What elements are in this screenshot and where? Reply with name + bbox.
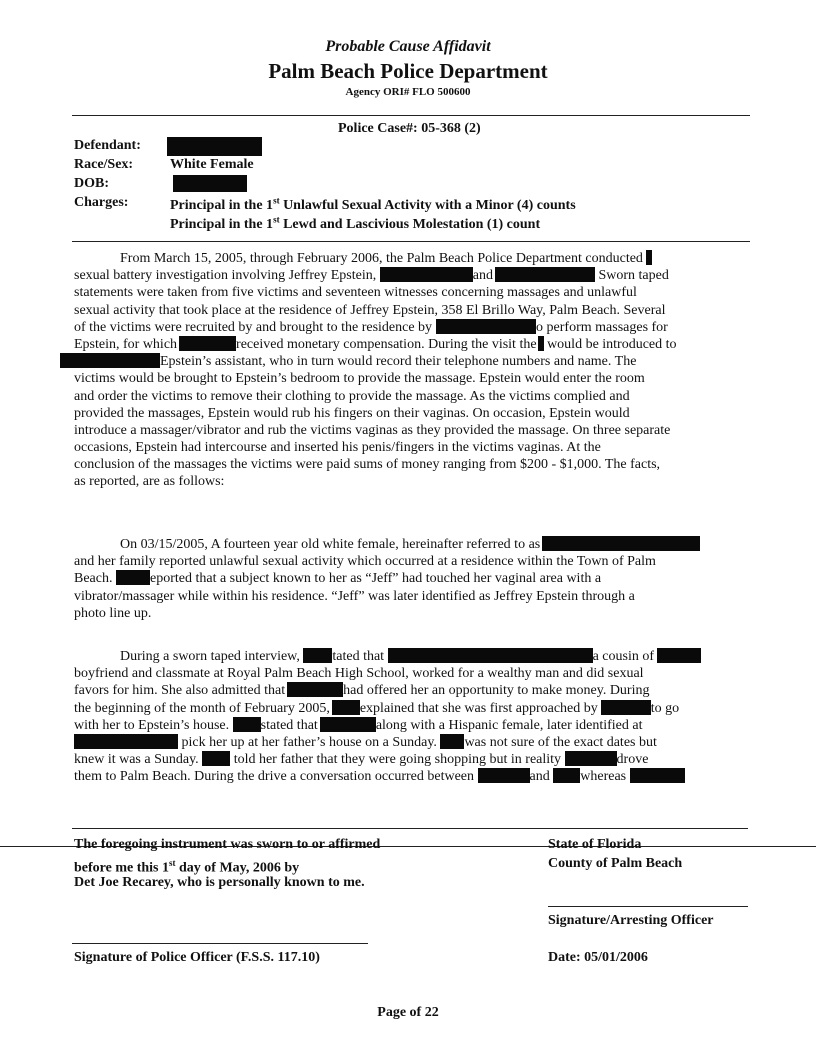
text-line: On 03/15/2005, A fourteen year old white female, hereinafter referred to as xyxy=(120,537,541,552)
text-fragment: explained that she was first approached by xyxy=(359,700,598,716)
text-fragment: eported that a subject known to her as “Jeff” had touched her vaginal area with a xyxy=(149,571,602,587)
text-fragment: Epstein’s assistant, who in turn would record their telephone numbers and name. The xyxy=(160,354,637,370)
department-name: Palm Beach Police Department xyxy=(268,59,548,83)
text-line: sexual battery investigation involving Jeffrey Epstein, xyxy=(74,268,377,284)
redaction-block xyxy=(303,648,332,663)
redaction-block xyxy=(440,734,464,749)
redaction-block xyxy=(538,336,544,351)
redaction-block xyxy=(495,267,595,282)
text-fragment: Sworn taped xyxy=(598,268,669,284)
text-line: provided the massages, Epstein would rub his fingers on their vaginas. On occasion, Epstein would xyxy=(74,405,630,421)
text-fragment: to go xyxy=(650,700,680,716)
county-label: County of Palm Beach xyxy=(548,856,683,871)
text-line: photo line up. xyxy=(74,605,152,621)
redaction-block xyxy=(380,267,473,282)
redaction-block xyxy=(173,175,247,192)
redaction-block xyxy=(646,250,652,265)
redaction-block xyxy=(233,717,261,732)
text-fragment: drove xyxy=(616,752,649,768)
text-fragment: the beginning of the month of February 2005, xyxy=(74,700,330,716)
text-line: From March 15, 2005, through February 2006, the Palm Beach Police Department conducted xyxy=(120,251,643,266)
text-fragment: knew it was a Sunday. xyxy=(74,752,199,768)
race-sex-value: White Female xyxy=(170,157,254,172)
paragraph-2 xyxy=(74,536,750,622)
text-fragment: and xyxy=(472,268,493,284)
page-number: Page of 22 xyxy=(377,1005,439,1020)
text-line: Epstein, for which xyxy=(74,336,178,352)
text-line: introduce a massager/vibrator and rub the victims vaginas as they provided the massage. On three separate xyxy=(74,422,671,438)
document-type: Probable Cause Affidavit xyxy=(325,38,491,55)
officer-signature-line xyxy=(548,906,748,907)
redaction-block xyxy=(601,700,651,715)
sworn-statement-1: The foregoing instrument was sworn to or affirmed xyxy=(74,837,381,852)
redaction-block xyxy=(287,682,343,697)
text-line: occasions, Epstein had intercourse and inserted his penis/fingers in the victims vaginas. At the xyxy=(74,440,601,456)
sworn-statement-2: before me this 1st day of May, 2006 by xyxy=(74,858,300,876)
redaction-block xyxy=(388,648,593,663)
redaction-block xyxy=(478,768,530,783)
dob-label: DOB: xyxy=(74,176,109,191)
charge-2-text: Principal in the 1st Lewd and Lascivious Molestation (1) count xyxy=(170,214,541,232)
text-line: and her family reported unlawful sexual activity which occurred at a residence within the Town of Palm xyxy=(74,554,656,570)
text-fragment: along with a Hispanic female, later identified at xyxy=(375,717,643,733)
redaction-block xyxy=(565,751,617,766)
redaction-block xyxy=(436,319,536,334)
redaction-block xyxy=(553,768,580,783)
text-fragment: received monetary compensation. During the visit the xyxy=(236,336,537,352)
text-fragment: was not sure of the exact dates but xyxy=(464,734,657,750)
text-fragment: favors for him. She also admitted that xyxy=(74,683,286,699)
text-line: victims would be brought to Epstein’s bedroom to provide the massage. Epstein would enter the room xyxy=(74,371,645,387)
redaction-block xyxy=(116,570,150,585)
signature-police-officer: Signature of Police Officer (F.S.S. 117.10) xyxy=(74,950,320,965)
text-line: of the victims were recruited by and brought to the residence by xyxy=(74,319,433,335)
charge-2 xyxy=(170,214,540,233)
state-label: State of Florida xyxy=(548,837,642,852)
header-rule xyxy=(72,115,750,116)
text-line: statements were taken from five victims and seventeen witnesses concerning massages and unlawful xyxy=(74,285,637,301)
signature-date: Date: 05/01/2006 xyxy=(548,950,648,965)
redaction-block xyxy=(630,768,685,783)
race-sex-label: Race/Sex: xyxy=(74,157,134,172)
charge-1-text: Principal in the 1st Unlawful Sexual Activity with a Minor (4) counts xyxy=(170,195,576,213)
charges-label: Charges: xyxy=(74,195,129,210)
text-fragment: and xyxy=(529,769,550,785)
text-line: as reported, are as follows: xyxy=(74,474,225,490)
redaction-block xyxy=(74,734,178,749)
paragraph-1 xyxy=(74,250,750,491)
text-fragment: with her to Epstein’s house. xyxy=(74,717,230,733)
police-case-number: Police Case#: 05-368 (2) xyxy=(338,121,481,136)
signature-arresting-officer: Signature/Arresting Officer xyxy=(548,913,714,928)
text-fragment: Beach. xyxy=(74,571,113,587)
redaction-block xyxy=(542,536,700,551)
text-fragment: would be introduced to xyxy=(547,336,677,352)
redaction-block xyxy=(320,717,376,732)
sworn-statement-3: Det Joe Recarey, who is personally known to me. xyxy=(74,875,365,890)
redaction-block xyxy=(179,336,236,351)
agency-ori: Agency ORI# FLO 500600 xyxy=(345,86,471,98)
text-fragment: pick her up at her father’s house on a Sunday. xyxy=(181,734,437,750)
text-fragment: told her father that they were going shopping but in reality xyxy=(233,752,562,768)
text-line: vibrator/massager while within his residence. “Jeff” was later identified as Jeffrey Epstein through a xyxy=(74,588,635,604)
text-line: conclusion of the massages the victims were paid sums of money ranging from $200 - $1,000. The facts, xyxy=(74,457,661,473)
text-fragment: stated that xyxy=(260,717,318,733)
defendant-label: Defendant: xyxy=(74,138,141,153)
text-fragment: tated that xyxy=(332,649,385,664)
redaction-block xyxy=(202,751,230,766)
text-line: sexual activity that took place at the residence of Jeffrey Epstein, 358 El Brillo Way, Palm Beach. Several xyxy=(74,302,666,318)
charge-1 xyxy=(170,195,576,214)
redaction-block xyxy=(60,353,160,368)
text-fragment: whereas xyxy=(580,769,627,785)
police-signature-line xyxy=(72,943,368,944)
redaction-block xyxy=(167,137,262,156)
redaction-block xyxy=(332,700,360,715)
text-fragment: o perform massages for xyxy=(536,319,668,335)
text-line: boyfriend and classmate at Royal Palm Beach High School, worked for a wealthy man and did sexual xyxy=(74,666,644,682)
paragraph-3 xyxy=(74,648,750,786)
text-fragment: had offered her an opportunity to make money. During xyxy=(343,683,650,699)
footer-rule xyxy=(72,828,748,829)
text-line: and order the victims to remove their clothing to provide the massage. As the victims complied and xyxy=(74,388,630,404)
fields-rule xyxy=(72,241,750,242)
redaction-block xyxy=(657,648,701,663)
text-fragment: them to Palm Beach. During the drive a conversation occurred between xyxy=(74,769,475,785)
text-fragment: a cousin of xyxy=(592,649,655,664)
text-fragment: During a sworn taped interview, xyxy=(120,649,300,664)
